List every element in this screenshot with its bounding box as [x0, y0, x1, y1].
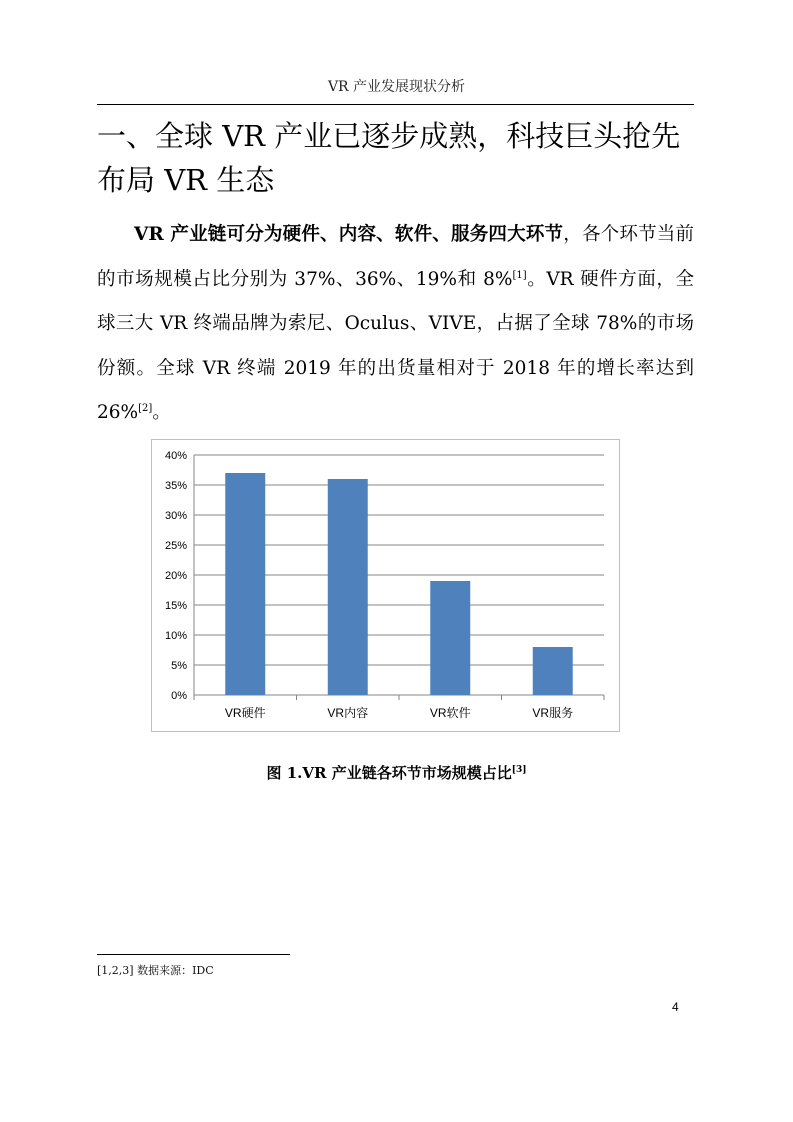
- bar: [430, 581, 470, 695]
- citation-2: [2]: [138, 403, 153, 415]
- paragraph-text-1: ，各个环节当前的市场规模占比分别为 37%、36%、19%和 8%: [97, 224, 694, 290]
- section-heading: 一、全球 VR 产业已逐步成熟，科技巨头抢先布局 VR 生态: [97, 119, 681, 197]
- y-tick-label: 15%: [164, 600, 187, 612]
- y-tick-label: 0%: [171, 690, 187, 702]
- caption-text: 图 1.VR 产业链各环节市场规模占比: [266, 764, 512, 782]
- y-tick-label: 40%: [164, 450, 187, 462]
- y-tick-label: 20%: [164, 570, 187, 582]
- header-divider: [97, 104, 694, 105]
- x-tick-label: VR硬件: [224, 706, 266, 720]
- bar: [533, 647, 573, 695]
- figure-caption: [0, 762, 793, 783]
- y-tick-label: 35%: [164, 480, 187, 492]
- running-header: VR 产业发展现状分析: [327, 79, 466, 95]
- paragraph-text-2: 。VR 硬件方面，全球三大 VR 终端品牌为索尼、Oculus、VIVE，占据了全球 78%的市场份额。全球 VR 终端 2019 年的出货量相对于 2018 年的增长率达到 26%: [97, 268, 695, 424]
- footnote: [1,2,3] 数据来源：IDC: [97, 964, 214, 977]
- bar: [328, 479, 368, 695]
- citation-1: [1]: [512, 269, 527, 281]
- y-tick-label: 5%: [171, 660, 187, 672]
- y-tick-label: 10%: [164, 630, 187, 642]
- caption-citation: [3]: [511, 765, 527, 775]
- chart-svg: [152, 440, 619, 731]
- y-tick-label: 25%: [164, 540, 187, 552]
- x-tick-label: VR内容: [327, 706, 369, 720]
- x-tick-label: VR软件: [429, 706, 471, 720]
- page-number: 4: [672, 1000, 679, 1014]
- paragraph-lead-bold: VR 产业链可分为硬件、内容、软件、服务四大环节: [134, 224, 564, 245]
- footnote-divider: [97, 954, 290, 955]
- x-tick-label: VR服务: [532, 706, 574, 720]
- paragraph-text-3: 。: [152, 402, 171, 424]
- bar: [225, 473, 265, 695]
- bar-chart: [151, 439, 620, 732]
- body-paragraph: [97, 213, 694, 436]
- y-tick-label: 30%: [164, 510, 187, 522]
